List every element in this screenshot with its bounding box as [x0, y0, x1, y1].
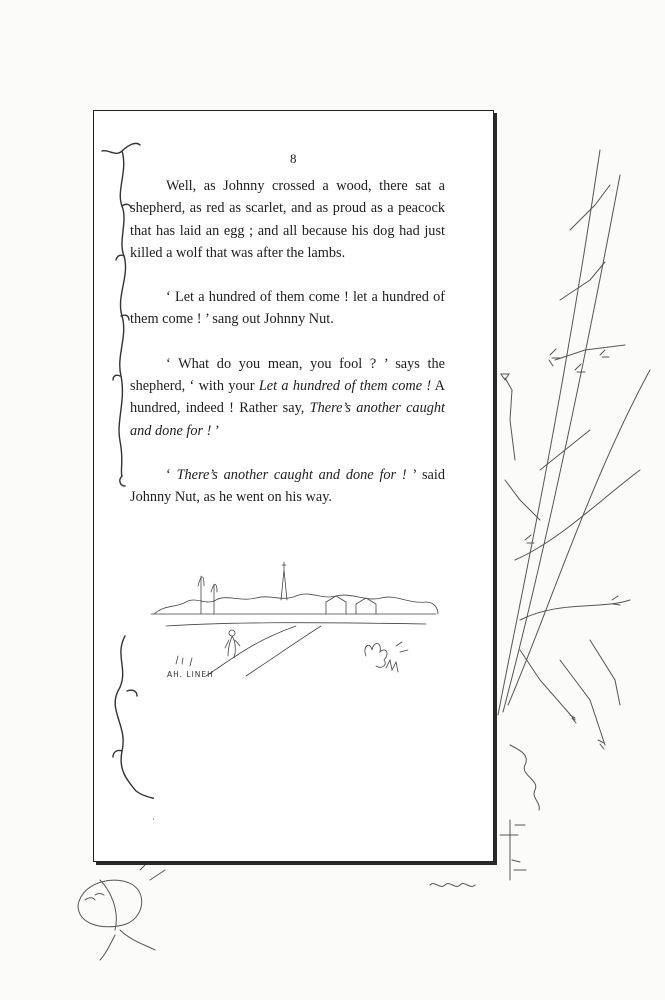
- village-landscape-illustration: [146, 556, 446, 686]
- text-run: Well, as Johnny crossed a wood, there sat a shepherd, as red as scarlet, and as proud as a peacock that has laid an egg ; and all because his dog had just killed a wolf that was after the lambs.: [130, 178, 445, 261]
- paragraph-3: [130, 353, 445, 442]
- italic-run: There’s another caught and done for !: [130, 400, 445, 439]
- italic-run: There’s another caught and done for !: [176, 466, 407, 483]
- paragraph-4: [130, 464, 445, 509]
- paragraph-1: [130, 175, 445, 264]
- text-run: ’: [211, 422, 220, 439]
- text-run: ‘ What do you mean, you fool ? ’ says the shepherd, ‘ with your: [130, 355, 445, 395]
- text-run: ‘: [166, 466, 177, 483]
- story-panel: [93, 110, 494, 862]
- text-run: ’ said Johnny Nut, as he went on his way.: [130, 466, 445, 506]
- text-run: ‘ Let a hundred of them come ! let a hundred of them come ! ’ sang out Johnny Nut.: [130, 289, 445, 328]
- text-run: A hundred, indeed ! Rather say,: [130, 378, 445, 417]
- page-number: 8: [290, 151, 297, 166]
- illustrator-signature: AH. LINEH: [167, 670, 214, 679]
- italic-run: Let a hundred of them come !: [258, 378, 432, 395]
- story-text: [130, 175, 445, 531]
- paragraph-2: [130, 286, 445, 331]
